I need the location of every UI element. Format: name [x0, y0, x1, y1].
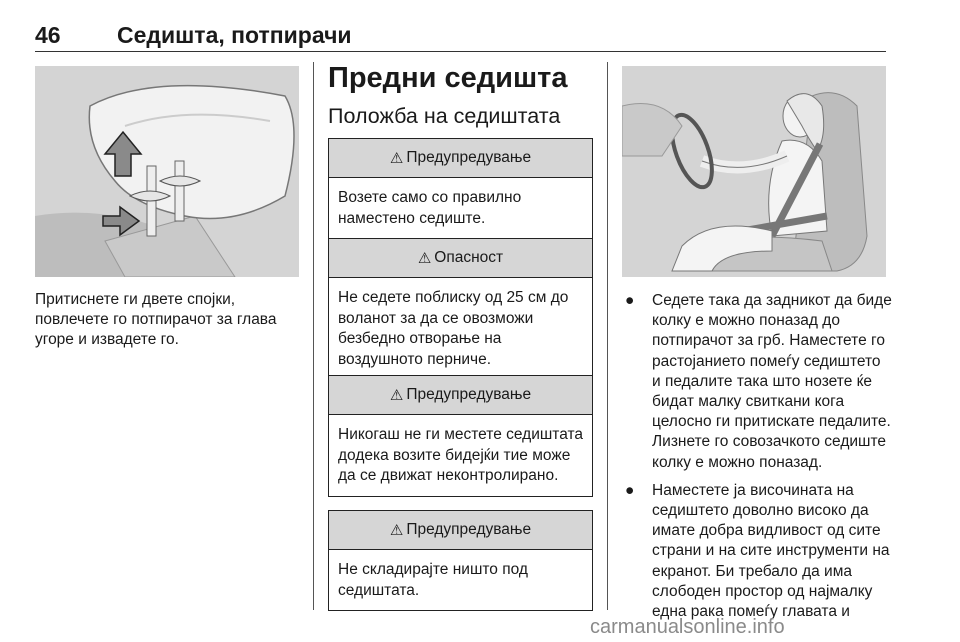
section-title: Седишта, потпирачи	[117, 22, 352, 48]
warning-triangle-icon: ⚠	[417, 250, 432, 267]
headrest-adjustment-illustration-icon	[35, 66, 299, 277]
warning-box-2	[328, 375, 593, 497]
subsection-heading: Положба на седиштата	[328, 104, 561, 128]
warning-label: Предупредување	[406, 521, 532, 538]
warning-header	[329, 511, 592, 550]
bullet-icon: ●	[625, 481, 635, 499]
warning-box-3	[328, 510, 593, 611]
page-header	[35, 22, 885, 52]
headrest-illustration	[35, 66, 299, 277]
danger-header	[329, 239, 592, 278]
section-heading: Предни седишта	[328, 62, 568, 94]
warning-header	[329, 139, 592, 178]
warning-label: Предупредување	[406, 386, 532, 403]
warning-label: Предупредување	[406, 149, 532, 166]
bullet-icon: ●	[625, 292, 635, 309]
warning-header	[329, 376, 592, 415]
figure-caption: Притиснете ги двете спојки, повлечете го потпирачот за глава угоре и извадете го.	[35, 291, 277, 348]
danger-box	[328, 238, 593, 380]
warning-box-1	[328, 138, 593, 239]
driver-illustration	[622, 66, 886, 277]
danger-text: Не седете поблиску од 25 см до воланот за да се овозможи безбедно отворање на воздушното перниче.	[338, 289, 569, 368]
column-divider-left	[313, 62, 314, 610]
header-divider	[35, 51, 886, 52]
list-item	[623, 291, 893, 473]
driver-seated-illustration-icon	[622, 66, 886, 277]
warning-text: Не складирајте ништо под седиштата.	[338, 561, 528, 599]
warning-triangle-icon: ⚠	[389, 150, 404, 167]
warning-triangle-icon: ⚠	[389, 522, 404, 539]
column-divider-right	[607, 62, 608, 610]
warning-text: Возете само со правилно наместено седиште.	[338, 189, 522, 227]
list-item	[623, 481, 893, 622]
warning-triangle-icon: ⚠	[389, 387, 404, 404]
danger-label: Опасност	[434, 249, 504, 266]
list-item-text: Наместете ја височината на седиштето доволно високо да имате добра видливост од сите страни и на сите инструменти на екранот. Би требало да има слободен простор од најмалку една рака помеѓу главата и	[652, 481, 890, 621]
watermark: carmanualsonline.info	[590, 616, 785, 638]
list-item-text: Седете така да задникот да биде колку е можно поназад до потпирачот за грб. Наместете го растојанието помеѓу седиштето и педалите така што нозете ќе бидат малку свиткани кога целосно ги притискате педалите. Лизнете го совозачкото седиште колку е можно поназад.	[652, 292, 892, 471]
page-number: 46	[35, 22, 61, 48]
instruction-list	[623, 291, 893, 630]
warning-text: Никогаш не ги местете седиштата додека возите бидејќи тие може да се движат неконтролирано.	[338, 426, 584, 484]
